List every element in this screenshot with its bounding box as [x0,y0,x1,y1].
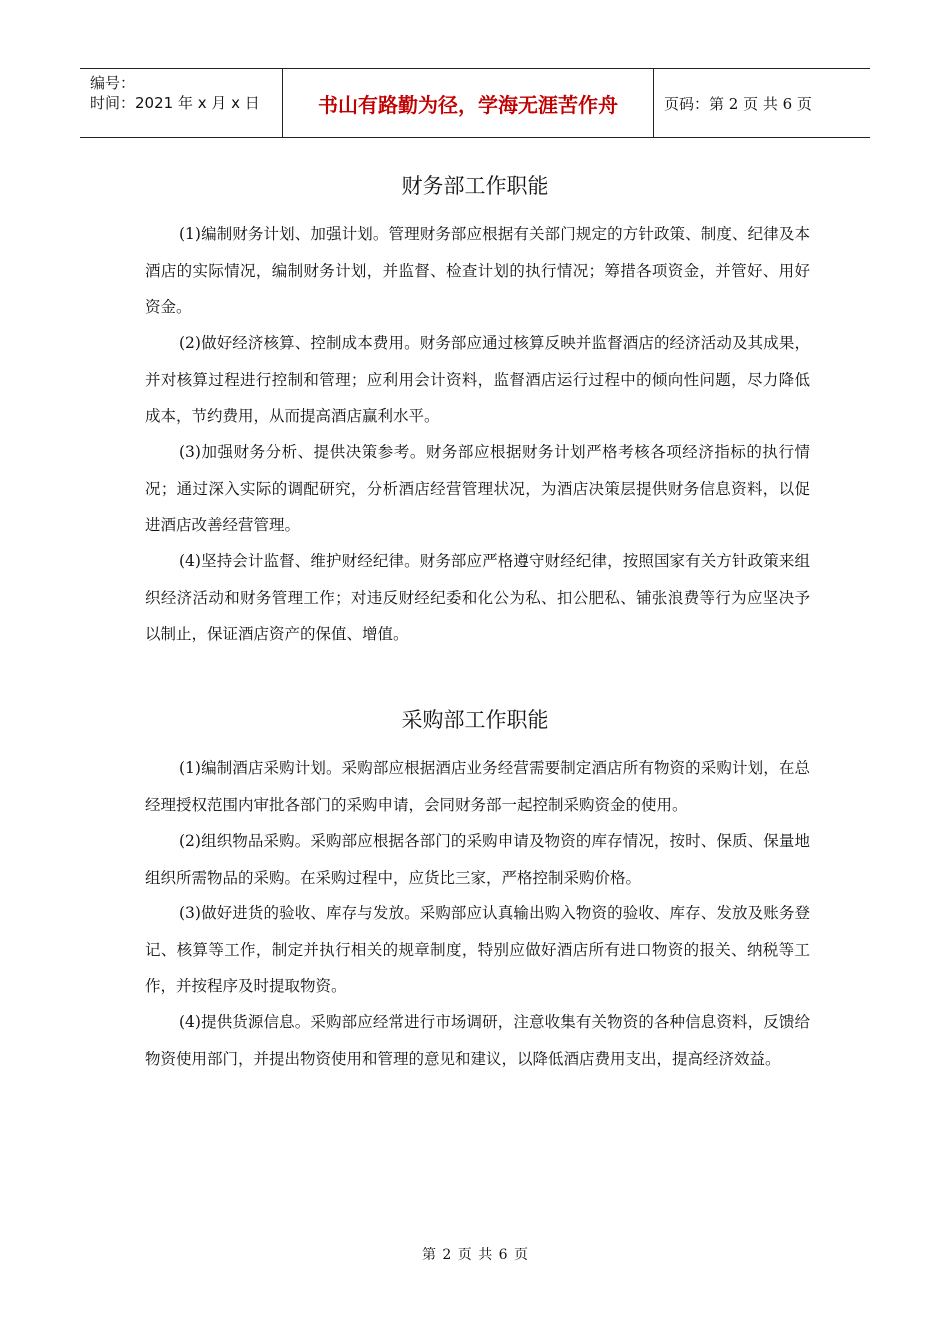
header-motto: 书山有路勤为径，学海无涯苦作舟 [282,69,654,137]
document-header [80,68,870,138]
section-title-purchasing: 采购部工作职能 [401,708,549,732]
purchasing-paragraph-1: (1)编制酒店采购计划。采购部应根据酒店业务经营需要制定酒店所有物资的采购计划，在总经理授权范围内审批各部门的采购申请，会同财务部一起控制采购资金的使用。 [145,759,810,814]
purchasing-paragraph-4: (4)提供货源信息。采购部应经常进行市场调研，注意收集有关物资的各种信息资料，反馈给物资使用部门，并提出物资使用和管理的意见和建议，以降低酒店费用支出，提高经济效益。 [145,1013,810,1068]
purchasing-paragraph-2: (2)组织物品采购。采购部应根据各部门的采购申请及物资的库存情况，按时、保质、保量地组织所需物品的采购。在采购过程中，应货比三家，严格控制采购价格。 [145,832,810,887]
section-title-finance: 财务部工作职能 [401,174,549,198]
finance-paragraph-2: (2)做好经济核算、控制成本费用。财务部应通过核算反映并监督酒店的经济活动及其成果，并对核算过程进行控制和管理；应利用会计资料，监督酒店运行过程中的倾向性问题，尽力降低成本，节约费用，从而提高酒店赢利水平。 [145,334,810,425]
finance-paragraph-4: (4)坚持会计监督、维护财经纪律。财务部应严格遵守财经纪律，按照国家有关方针政策来组织经济活动和财务管理工作；对违反财经纪委和化公为私、扣公肥私、铺张浪费等行为应坚决予以制止，保证酒店资产的保值、增值。 [145,552,810,643]
finance-paragraph-3: (3)加强财务分析、提供决策参考。财务部应根据财务计划严格考核各项经济指标的执行情况；通过深入实际的调配研究，分析酒店经营管理状况，为酒店决策层提供财务信息资料，以促进酒店改善经营管理。 [145,443,810,534]
header-meta [80,69,282,137]
purchasing-paragraph-3: (3)做好进货的验收、库存与发放。采购部应认真输出购入物资的验收、库存、发放及账务登记、核算等工作，制定并执行相关的规章制度，特别应做好酒店所有进口物资的报关、纳税等工作，并按程序及时提取物资。 [145,904,810,995]
header-page-info: 页码：第 2 页 共 6 页 [664,94,812,113]
document-number: 编号： [90,74,136,92]
finance-paragraph-1: (1)编制财务计划、加强计划。管理财务部应根据有关部门规定的方针政策、制度、纪律及本酒店的实际情况，编制财务计划，并监督、检查计划的执行情况；筹措各项资金，并管好、用好资金。 [145,225,810,316]
document-date: 时间：2021 年 x 月 x 日 [90,94,260,112]
page-footer: 第 2 页 共 6 页 [421,1247,529,1263]
